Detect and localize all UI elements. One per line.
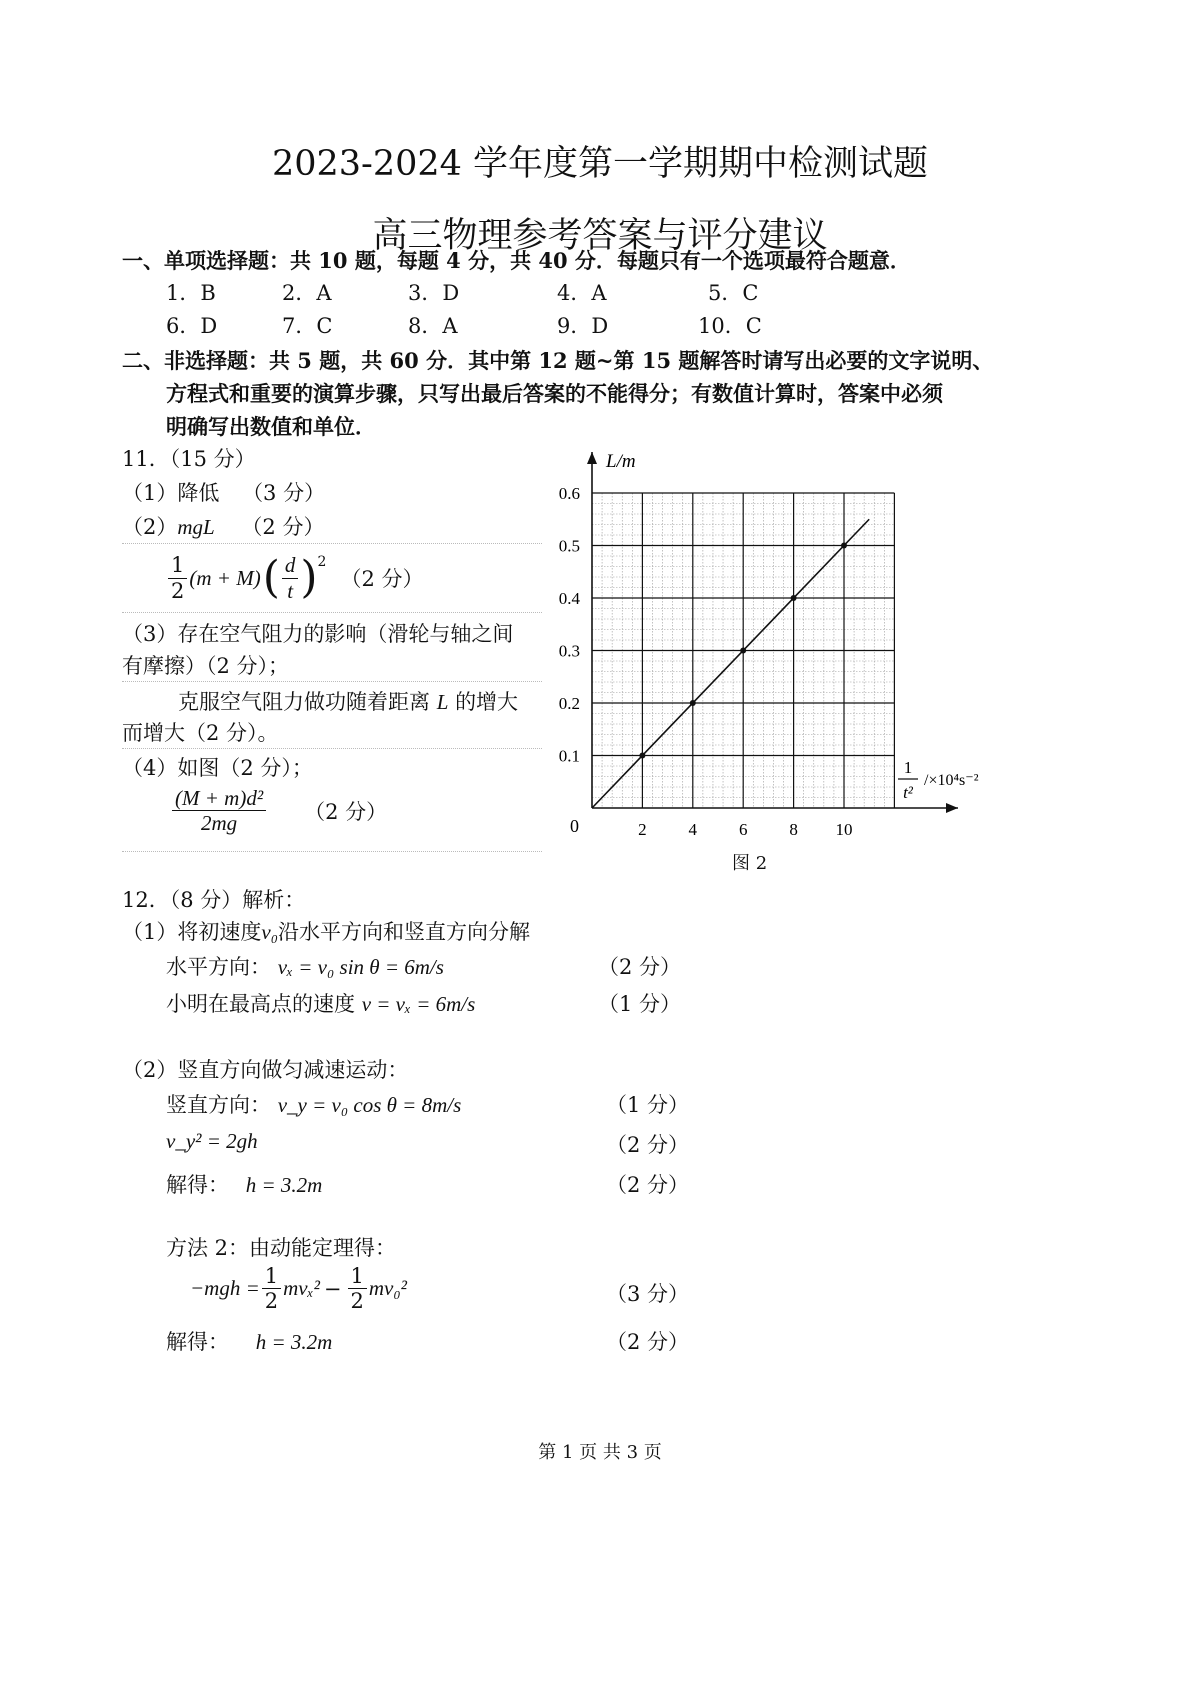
q11-part2b-score: （2 分） [340,567,424,591]
fraction-denominator: 2mg [200,811,238,836]
chart-figure-2 [540,440,1000,880]
chart-origin-label: 0 [570,816,579,836]
dotted-rule [122,612,542,613]
q11-part2 [122,511,324,541]
q12-line-label: 竖直方向： [166,1093,271,1117]
chart-x-tick-label: 6 [738,820,748,839]
chart-x-ticks [638,820,852,839]
q12-score: （1 分） [598,992,682,1016]
chart-x-tick-label: 8 [789,820,798,839]
formula-term: mv₀² [368,1276,407,1301]
q11-kinetic-energy-formula [166,548,424,608]
q11-part3-line1: （3）存在空气阻力的影响（滑轮与轴之间 [122,622,514,646]
chart-data-point [791,595,797,601]
q12-line-label: 水平方向： [166,955,271,979]
section1-heading: 一、单项选择题：共 10 题，每题 4 分，共 40 分．每题只有一个选项最符合题意． [122,248,911,273]
q11-part3-line4: 而增大（2 分）。 [122,721,279,745]
paren-close: ) [300,552,318,603]
q12-score: （2 分） [598,955,682,979]
chart-x-label-unit: /×10⁴s⁻² [924,772,979,789]
fraction-denominator: t [287,578,294,603]
q12-line-expr: v = vₓ = 6m/s [361,992,476,1016]
q12-line-expr: v_y = v₀ cos θ = 8m/s [277,1093,462,1117]
q12-line-expr: vₓ = v₀ sin θ = 6m/s [277,955,444,979]
chart-x-label-numerator: 1 [903,758,913,777]
dotted-rule [122,748,542,749]
q12-score: （3 分） [606,1282,690,1306]
formula-lhs: −mgh = [190,1276,260,1301]
chart-fit-line [592,519,869,808]
fraction-denominator: 2 [264,1289,279,1314]
q11-part2-expr: mgL [177,515,215,539]
q12-method2-formula [190,1264,407,1313]
paren-open: ( [262,552,280,603]
answer-item: 7．C [282,314,333,338]
fraction-numerator: 1 [348,1264,367,1289]
page-title: 2023-2024 学年度第一学期期中检测试题 [271,144,929,184]
dotted-rule [122,681,542,682]
chart-data-point [690,700,696,706]
chart-data-point [740,648,746,654]
chart-data-point [639,753,645,759]
q11-header: 11．（15 分） [122,447,256,471]
chart-x-axis-arrow [946,803,958,813]
q12-part2: （2）竖直方向做匀减速运动： [122,1058,409,1082]
answer-item: 3．D [408,281,460,305]
variable-v0: v₀ [261,920,278,944]
q11-part4-score: （2 分） [304,799,388,824]
q12-line-label: 小明在最高点的速度 [166,992,355,1016]
q12-line-expr: h = 3.2m [255,1330,333,1354]
q11-part1-answer: （1）降低 [122,481,220,505]
q12-line-top-speed [166,988,475,1018]
q12-line-vertical [166,1089,461,1119]
q11-part2-score: （2 分） [241,515,325,539]
q12-score: （2 分） [606,1133,690,1157]
q12-line-label: 解得： [166,1330,229,1354]
dotted-rule [122,543,542,544]
q12-line-horizontal [166,951,444,981]
chart-y-label: L/m [606,451,636,472]
chart-x-tick-label: 2 [638,820,647,839]
q12-line-solve [166,1169,322,1199]
chart-y-tick-label: 0.4 [558,589,580,608]
chart-y-axis-arrow [587,452,597,464]
q11-part4-formula [170,786,387,835]
chart-caption: 图 2 [732,853,768,874]
chart-y-tick-label: 0.3 [558,641,580,661]
section2-heading-line3: 明确写出数值和单位． [166,414,376,439]
q12-method2-label: 方法 2：由动能定理得： [166,1236,397,1260]
fraction-numerator: 1 [168,553,187,578]
answer-item: 6．D [166,314,218,338]
q11-part3-line2: 有摩擦）（2 分）； [122,654,290,678]
page-footer: 第 1 页 共 3 页 [538,1442,662,1463]
q12-line-solve-2 [166,1326,332,1356]
fraction-denominator: 2 [171,578,185,603]
chart-y-ticks [559,484,581,766]
chart-data-point [841,543,847,549]
q11-part3-line3-b: 的增大 [455,690,519,714]
q11-part4-line: （4）如图（2 分）； [122,756,313,780]
q11-part3-line3-a: 克服空气阻力做功随着距离 [178,690,430,714]
answer-item: 10．C [698,314,762,338]
q12-part1-b: 沿水平方向和竖直方向分解 [278,920,530,944]
q12-line-expr: v_y² = 2gh [166,1129,258,1153]
chart-x-tick-label: 4 [688,820,698,839]
fraction-denominator: 2 [350,1289,364,1314]
q12-line-label: 解得： [166,1173,229,1197]
q12-part1 [122,916,530,946]
answer-item: 4．A [557,281,607,305]
q12-header: 12．（8 分）解析： [122,888,306,912]
section2-heading-line2: 方程式和重要的演算步骤，只写出最后答案的不能得分；有数值计算时，答案中必须 [166,381,943,406]
fraction-numerator: d [282,553,299,578]
fraction-numerator: (M + m)d² [172,786,266,811]
section2-heading-line1: 二、非选择题：共 5 题，共 60 分．其中第 12 题~第 15 题解答时请写出必要的文字说明、 [122,348,994,373]
exponent: 2 [317,554,327,570]
variable-L: L [436,690,449,714]
q12-part1-a: （1）将初速度 [122,920,262,944]
answer-item: 9．D [557,314,609,338]
q12-line-expr: h = 3.2m [245,1173,323,1197]
chart-x-label-denominator: t² [903,783,913,802]
mass-sum: (m + M) [189,565,261,590]
chart-x-tick-label: 10 [835,820,853,839]
page-subtitle: 高三物理参考答案与评分建议 [372,216,828,256]
answer-item: 5．C [708,281,759,305]
q11-part2-label: （2） [122,515,178,539]
answer-item: 1．B [166,281,216,305]
q11-part3-line3 [178,686,518,716]
q12-score: （2 分） [606,1330,690,1354]
q11-part1-score: （3 分） [242,481,326,505]
answer-item: 2．A [282,281,332,305]
chart-y-tick-label: 0.2 [558,694,580,713]
answer-item: 8．A [408,314,458,338]
formula-minus: − [323,1276,342,1301]
dotted-rule [122,851,542,852]
chart-y-tick-label: 0.5 [558,536,580,556]
chart-y-tick-label: 0.6 [558,484,580,503]
formula-term: mvₓ² [283,1276,320,1301]
q12-score: （2 分） [606,1173,690,1197]
q11-part1 [122,477,325,507]
q12-score: （1 分） [606,1093,690,1117]
chart-y-tick-label: 0.1 [558,746,580,766]
fraction-numerator: 1 [262,1264,281,1289]
